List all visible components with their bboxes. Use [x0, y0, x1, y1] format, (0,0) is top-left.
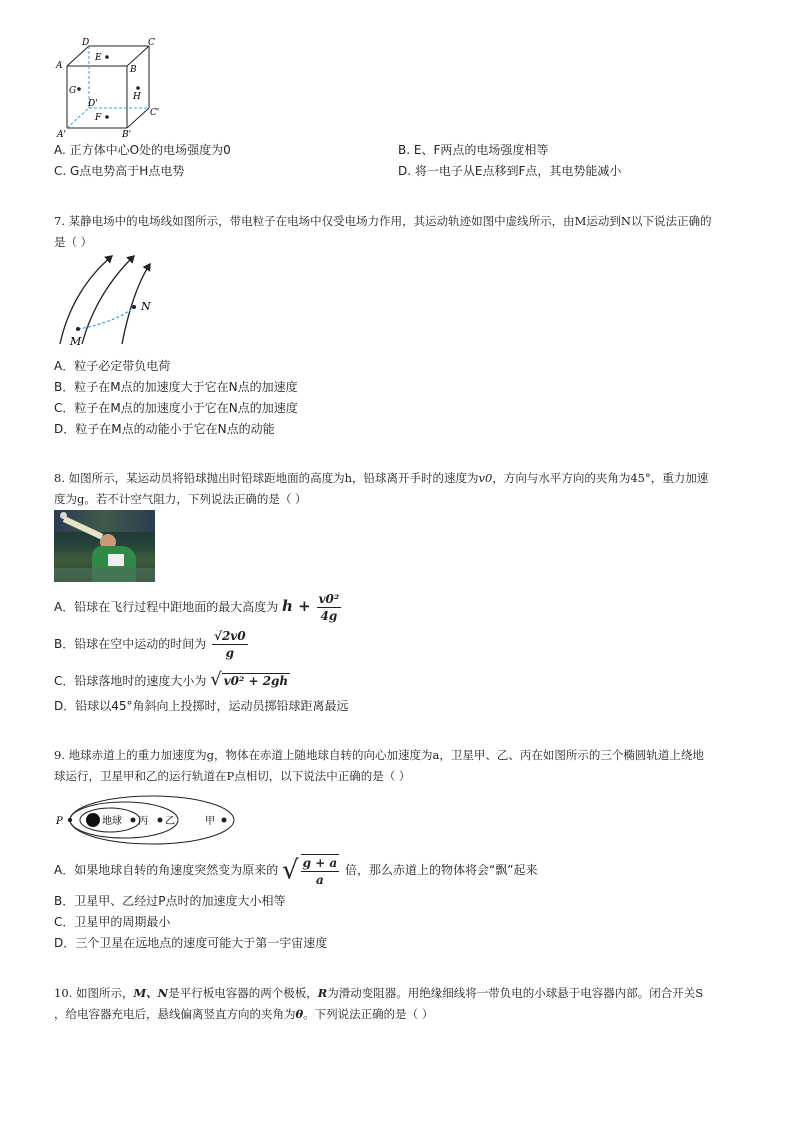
q10-stem-line2: ，给电容器充电后，悬线偏离竖直方向的夹角为θ。下列说法正确的是（ ） — [54, 1007, 434, 1021]
q7-stem-line1: 7. 某静电场中的电场线如图所示，带电粒子在电场中仅受电场力作用，其运动轨迹如图中虚线所示，由M运动到N以下说法正确的 — [54, 214, 712, 228]
q6-option-d[interactable]: D. 将一电子从E点移到F点，其电势能减小 — [398, 164, 622, 178]
q9-stem-line1: 9. 地球赤道上的重力加速度为g，物体在赤道上随地球自转的向心加速度为a，卫星甲、乙、丙在如图所示的三个椭圆轨道上绕地 — [54, 748, 704, 762]
label-B1: B' — [122, 130, 132, 140]
q8-option-a[interactable]: A．铅球在飞行过程中距地面的最大高度为 h + $\frac{\text{v0²}}{4g}$ — [54, 592, 340, 623]
shot-put-photo — [54, 510, 155, 582]
v0-symbol: v0 — [478, 471, 493, 485]
label-M: M — [70, 335, 82, 348]
label-P: P — [56, 816, 63, 827]
q9-option-c[interactable]: C．卫星甲的周期最小 — [54, 915, 171, 929]
label-yi: 乙 — [165, 816, 175, 827]
q7-option-a[interactable]: A．粒子必定带负电荷 — [54, 359, 171, 373]
q9-option-b[interactable]: B．卫星甲、乙经过P点时的加速度大小相等 — [54, 894, 286, 908]
label-A: A — [56, 61, 63, 71]
q7-option-b[interactable]: B．粒子在M点的加速度大于它在N点的加速度 — [54, 380, 298, 394]
q7-option-d[interactable]: D．粒子在M点的动能小于它在N点的动能 — [54, 422, 275, 436]
q9-stem-line2: 球运行，卫星甲和乙的运行轨道在P点相切，以下说法中正确的是（ ） — [54, 769, 411, 783]
q7-option-c[interactable]: C．粒子在M点的加速度小于它在N点的加速度 — [54, 401, 298, 415]
label-C: C — [148, 38, 155, 48]
label-earth: 地球 — [102, 816, 122, 827]
label-C1: C' — [150, 108, 160, 118]
q9-option-a[interactable]: A．如果地球自转的角速度突然变为原来的 √ $\frac{g + a}{a}$ 倍，那么赤道上的物体将会“飘”起来 — [54, 855, 538, 887]
q8-stem-line1: 8. 如图所示，某运动员将铅球抛出时铅球距地面的高度为h，铅球离开手时的速度为v0，方向与水平方向的夹角为45°，重力加速 — [54, 471, 709, 485]
label-D1: D' — [88, 99, 98, 109]
label-bing: 丙 — [138, 816, 148, 827]
q8-option-d[interactable]: D．铅球以45°角斜向上投掷时，运动员掷铅球距离最远 — [54, 699, 349, 713]
label-D: D — [82, 38, 90, 48]
q6-option-c[interactable]: C. G点电势高于H点电势 — [54, 164, 185, 178]
label-H: H — [133, 92, 141, 102]
label-jia: 甲 — [205, 816, 215, 827]
q7-stem-line2: 是（ ） — [54, 235, 93, 249]
q6-option-b[interactable]: B. E、F两点的电场强度相等 — [398, 143, 549, 157]
label-F: F — [95, 113, 102, 123]
label-N: N — [141, 300, 151, 313]
orbits-figure — [52, 794, 236, 846]
q8-option-b[interactable]: B．铅球在空中运动的时间为 $\frac{√2v0}{g}$ — [54, 629, 246, 660]
q6-option-a[interactable]: A. 正方体中心O处的电场强度为0 — [54, 143, 231, 157]
q9-option-d[interactable]: D．三个卫星在远地点的速度可能大于第一宇宙速度 — [54, 936, 328, 950]
q8-stem-line2: 度为g。若不计空气阻力，下列说法正确的是（ ） — [54, 492, 307, 506]
label-E: E — [95, 53, 102, 63]
q10-stem-line1: 10. 如图所示，M、N是平行板电容器的两个极板，R为滑动变阻器。用绝缘细线将一带负电的小球悬于电容器内部。闭合开关S — [54, 986, 704, 1000]
label-A1: A' — [57, 130, 66, 140]
q8-option-c[interactable]: C．铅球落地时的速度大小为 √ v0² + 2gh — [54, 669, 289, 690]
cube-figure — [52, 36, 170, 140]
field-lines-figure — [52, 252, 162, 348]
label-B: B — [130, 65, 137, 75]
label-G: G — [69, 86, 77, 96]
